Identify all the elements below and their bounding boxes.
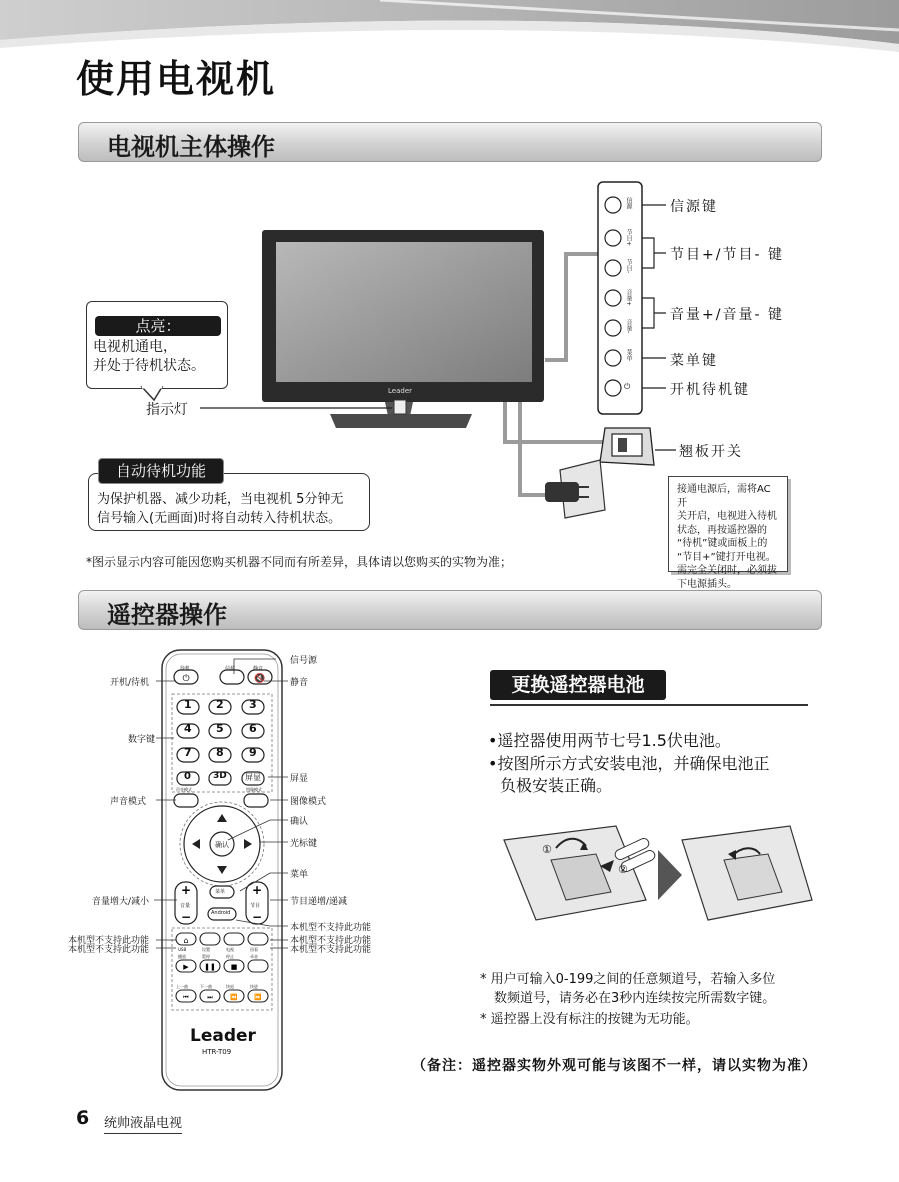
power-note-line: “待机”键或面板上的 [677,538,768,549]
remote-digit-5: 5 [216,722,224,735]
remote-volume-key-label: 音量 [180,903,191,909]
battery-step-1: ① [542,843,552,856]
panel-mark-channel-down: 节目- [625,259,632,274]
power-note-line: “节目+”键打开电视。 [677,551,776,563]
remote-small-label: 停止 [226,954,234,959]
label-volume-keys: 音量+/音量- 键 [670,307,784,323]
power-note-line: 接通电源后，需将AC开 [677,484,771,509]
indicator-callout-line1: 电视机通电， [93,339,177,355]
svg-text:🔇: 🔇 [254,674,266,684]
power-note-box [668,476,788,590]
auto-standby-tag: 自动待机功能 [98,458,224,484]
footer-text: 统帅液晶电视 [104,1112,182,1134]
remote-digit-7: 7 [184,746,192,759]
panel-mark-source: 信源 [625,197,632,209]
remote-screen-label: 屏显 [245,773,261,782]
power-plug-icon [545,460,605,518]
disclaimer-text: *图示显示内容可能因您购买机器不同而有所差异，具体请以您购买的实物为准； [86,555,513,569]
indicator-light [394,400,406,414]
panel-mark-volume-up: 音量+ [625,289,632,307]
remote-digit-4: 4 [184,722,192,735]
battery-step-2: ② [618,863,628,876]
panel-mark-channel-up: 节目+ [625,229,632,247]
panel-source-button [605,197,621,213]
tv-logo: Leader [388,387,413,395]
section-heading-text: 遥控器操作 [107,601,227,629]
page-title: 使用电视机 [76,57,277,101]
arrow-right-icon [658,850,682,900]
panel-mark-power: ⏻ [624,382,631,391]
remote-channel-key-label: 节目 [250,903,261,909]
remote-callout-ok: 确认 [290,817,309,827]
battery-section-tag: 更换遥控器电池 [490,670,666,700]
remote-callout-unsupported-right: 本机型不支持此功能 [290,945,372,955]
section-heading-remote-operation [78,590,822,630]
remote-callout-menu: 菜单 [290,870,309,880]
battery-bullet-1: •遥控器使用两节七号1.5伏电池。 [488,731,731,750]
remote-small-label: 下一曲 [200,984,212,989]
panel-channel-up-button [605,230,621,246]
remote-digit-2: 2 [216,698,224,711]
power-note-line: 关开启，电视进入待机 [677,511,777,522]
svg-text:−: − [180,910,192,924]
remote-callout-unsupported-right: 本机型不支持此功能 [290,936,372,946]
rocker-switch-icon [600,428,654,465]
remote-callout-source: 信号源 [290,656,318,666]
panel-volume-down-button [605,320,621,336]
remote-digit-3: 3 [249,698,257,711]
battery-bullet-2b: 负极安装正确。 [500,776,613,795]
svg-text:⏭: ⏭ [207,994,213,1001]
label-power-key: 开机待机键 [670,382,750,398]
svg-text:■: ■ [230,963,238,971]
remark-text: （备注：遥控器实物外观可能与该图不一样，请以实物为准） [412,1058,817,1074]
battery-section-rule [490,704,808,706]
remote-digit-6: 6 [249,722,257,735]
section-heading-tv-operation [78,122,822,162]
svg-text:+: + [251,883,263,897]
remote-digit-1: 1 [184,698,192,711]
panel-volume-up-button [605,290,621,306]
remote-callout-cursor: 光标键 [290,839,318,849]
remote-small-label: 上一曲 [176,984,188,989]
panel-menu-button [605,350,621,366]
indicator-callout [86,301,228,389]
remote-model: HTR-T09 [202,1048,232,1056]
remote-3d-label: 3D [213,771,227,781]
remote-brand-logo: Leader [190,1026,256,1046]
auto-standby-line2: 信号输入(无画面)时将自动转入待机状态。 [97,511,342,526]
svg-text:⌂: ⌂ [183,936,189,945]
panel-channel-down-button [605,260,621,276]
remote-small-label: 回看 [250,947,258,952]
label-channel-keys: 节目+/节目- 键 [670,247,784,263]
remote-small-label: 设置 [202,947,210,952]
indicator-callout-line2: 并处于待机状态。 [93,358,205,374]
remote-small-label: 快退 [226,984,234,989]
remote-small-label: 暂停 [202,954,210,959]
remote-small-label: 电视 [226,947,234,952]
remote-key-standby-label: 待机 [180,666,191,672]
remote-callout-sound-mode: 声音模式 [110,797,147,807]
remote-callout-digits: 数字键 [128,735,156,745]
indicator-light-label: 指示灯 [146,402,188,418]
remote-digit-8: 8 [216,746,224,759]
svg-text:⏮: ⏮ [183,994,189,1001]
power-note-line: 状态，再按遥控器的 [677,524,767,536]
remote-ok-label: 确认 [215,841,229,849]
indicator-callout-tag: 点亮： [95,316,221,336]
power-note-line: 需完全关闭时，必须拔 [677,565,777,576]
remote-menu-key-label: 菜单 [215,889,226,895]
svg-text:⏩: ⏩ [254,994,262,1001]
remote-callout-lines [60,650,300,960]
svg-text:▶: ▶ [183,963,189,971]
battery-bullet-2a: •按图所示方式安装电池，并确保电池正 [488,754,770,773]
svg-text:⏻: ⏻ [182,674,190,684]
label-menu-key: 菜单键 [670,353,718,369]
panel-mark-volume-down: 音量- [625,319,632,334]
remote-callout-channel: 节目递增/递减 [290,897,348,907]
auto-standby-line1: 为保护机器、减少功耗，当电视机 5分钟无 [97,492,344,507]
remote-callout-display: 屏显 [290,774,309,784]
remote-small-label: 录音 [250,954,258,959]
page-number: 6 [76,1107,90,1129]
remote-callout-picture-mode: 图像模式 [290,797,327,807]
svg-text:+: + [180,883,192,897]
remote-callout-power: 开机/待机 [110,678,150,688]
panel-mark-menu: 菜单 [625,349,632,361]
section-heading-text: 电视机主体操作 [107,133,275,161]
label-rocker-switch: 翘板开关 [679,444,743,460]
tv-stand [330,414,472,428]
note-channel-input-1: * 用户可输入0-199之间的任意频道号，若输入多位 [480,972,776,987]
remote-picture-mode-key-label: 图像模式 [246,787,262,792]
remote-callout-unsupported-right: 本机型不支持此功能 [290,923,372,933]
note-unlabeled-keys: * 遥控器上没有标注的按键为无功能。 [480,1012,699,1027]
remote-digit-9: 9 [249,746,257,759]
note-channel-input-2: 数频道号，请务必在3秒内连续按完所需数字键。 [494,991,776,1006]
panel-power-button [605,380,621,396]
remote-callout-unsupported-left: 本机型不支持此功能 [68,936,150,946]
remote-small-label: 快进 [250,984,258,989]
remote-callout-unsupported-left: 本机型不支持此功能 [68,945,150,955]
remote-callout-mute: 静音 [290,678,309,688]
remote-sound-mode-key-label: 声音模式 [176,787,192,792]
remote-digit-0: 0 [184,771,191,782]
remote-key-mute-label: 静音 [253,666,264,672]
power-note-line: 下电源插头。 [677,578,737,590]
remote-callout-volume: 音量增大/减小 [92,897,150,907]
svg-text:−: − [251,910,263,924]
remote-small-label: 播放 [178,954,186,959]
label-source-key: 信源键 [670,199,718,215]
remote-key-source-label: 信源 [225,666,236,672]
remote-small-label: USB [178,947,187,952]
remote-android-key-label: Android [211,910,231,916]
svg-text:❚❚: ❚❚ [204,963,216,971]
battery-illustration [496,820,816,930]
svg-text:⏪: ⏪ [230,994,238,1001]
